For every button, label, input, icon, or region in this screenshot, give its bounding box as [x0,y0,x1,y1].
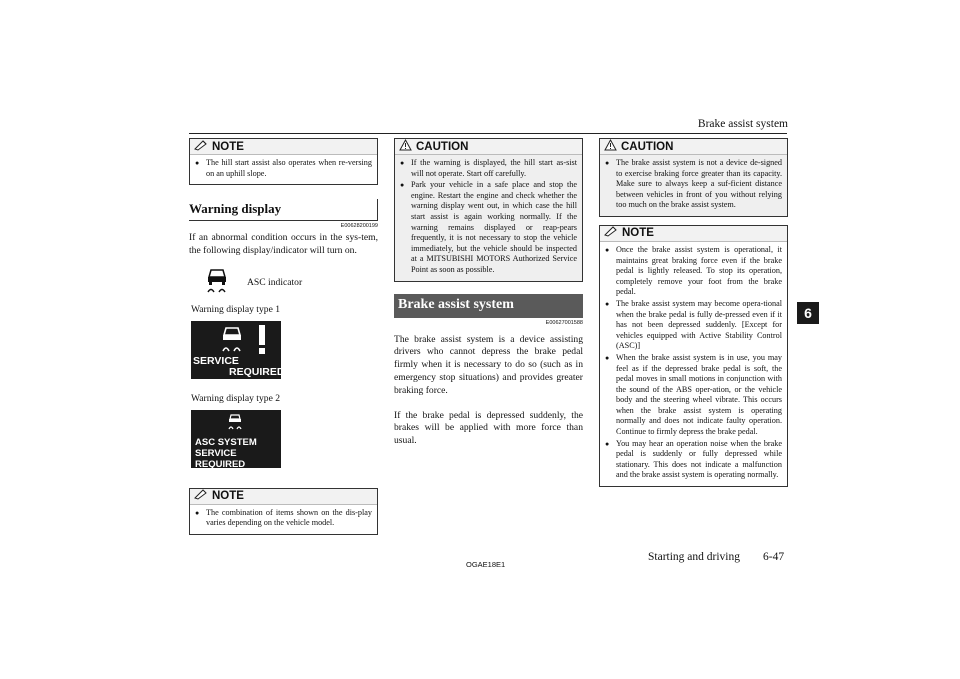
header-rule [189,133,787,134]
bullet-icon: ● [605,439,610,448]
display-text-line-2: REQUIRED [229,365,285,378]
warning-type-1-label: Warning display type 1 [191,303,281,315]
chapter-tab: 6 [797,302,819,324]
caution-body [600,155,787,216]
asc-indicator-label: ASC indicator [247,277,303,289]
list-item: ● The brake assist system is not a device de-signed to exercise braking force greater than its capacity. Make sure to always keep a suf-ficient distance between vehicles in front of you without relying too much on the brake assist system. [605,158,782,210]
intro-text: If an abnormal condition occurs in the sys-tem, the following display/indicator will turn on. [189,232,378,256]
note-box [599,225,788,487]
note-label: NOTE [622,227,654,240]
note-box [189,488,378,535]
note-icon [194,489,208,503]
column-2 [394,138,583,448]
caution-label: CAUTION [621,140,674,153]
asc-indicator-row [205,268,378,298]
car-skid-icon [227,413,243,431]
display-text-line-1: SERVICE [193,354,239,367]
body-paragraph: If the brake pedal is depressed suddenly, the brakes will be applied with more force than usual. [394,409,583,447]
running-header: Brake assist system [697,118,788,130]
note-header [190,489,377,505]
section-code: E00628200199 [340,223,378,230]
list-item: ● When the brake assist system is in use, you may feel as if the depressed brake pedal is soft, the pedal moves in small motions in conjunction with the sound of the ABS oper-ation, or the vehicle body and the steering wheel vibrate. This occurs when the brake assist system is operating normally and does not indicate faulty operation. Continue to firmly depress the brake pedal. [605,352,782,437]
note-icon [194,140,208,154]
bullet-icon: ● [400,181,405,190]
warning-display-type-1 [191,321,285,379]
bullet-icon: ● [195,508,200,517]
note-header [190,139,377,155]
caution-box [599,138,788,217]
list-item: ● The combination of items shown on the dis-play varies depending on the vehicle model. [195,507,372,528]
note-box [189,138,378,185]
body-paragraph: The brake assist system is a device assisting drivers who cannot depress the brake pedal firmly when it is necessary to do so (such as in emergency stop situations) and provides greater braking force. [394,333,583,396]
bullet-icon: ● [605,159,610,167]
section-heading: Brake assist system [394,294,583,318]
warning-type-2-label: Warning display type 2 [191,392,281,404]
warning-triangle-icon [604,139,617,154]
column-3 [599,138,788,495]
note-body [190,155,377,184]
list-item: ● You may hear an operation noise when the brake pedal is suddenly or fully depressed while stationary. This does not indicate a malfunction and the brake assist system is operating normally. [605,438,782,480]
caution-box [394,138,583,282]
asc-car-skid-icon [205,266,229,299]
display-text-line-2: SERVICE REQUIRED [195,447,246,470]
bullet-icon: ● [400,159,405,167]
caution-label: CAUTION [416,140,469,153]
footer-code: OGAE18E1 [466,560,506,569]
note-header [600,226,787,242]
list-item: ● If the warning is displayed, the hill start as-sist will not operate. Start off carefully. [400,158,577,178]
column-1 [189,138,378,543]
note-icon [604,226,618,240]
bullet-icon: ● [605,245,610,254]
bullet-icon: ● [195,159,200,167]
bullet-icon: ● [605,353,610,362]
caution-body [395,155,582,281]
note-label: NOTE [212,490,244,503]
section-code: E00627001588 [545,319,583,326]
caution-header [600,139,787,155]
note-body [190,505,377,534]
bullet-icon: ● [605,299,610,308]
exclamation-icon [257,325,267,355]
footer-section: Starting and driving [648,551,740,563]
list-item: ● The hill start assist also operates when re-versing on an uphill slope. [195,158,372,178]
car-skid-icon [219,325,245,353]
note-label: NOTE [212,140,244,153]
section-heading: Warning display [189,199,378,221]
note-body [600,242,787,486]
caution-header [395,139,582,155]
list-item: ● Park your vehicle in a safe place and stop the engine. Restart the engine and check whether the warning display went out, in which case the hill start assist is again working normally. If the warning remains displayed or reap-pears frequently, it is not necessary to stop the vehicle immediately, but the vehicle should be inspected at a MITSUBISHI MOTORS Authorized Service Point as soon as possible. [400,180,577,274]
list-item: ● Once the brake assist system is operational, it maintains great braking force even if the brake pedal is lightly released. To stop its operation, completely remove your foot from the brake pedal. [605,244,782,297]
list-item: ● The brake assist system may become opera-tional when the brake pedal is fully de-pressed even if it has not been depressed suddenly. [Except for vehicles equipped with Active Stability Control (ASC)] [605,298,782,351]
warning-display-type-2 [191,410,281,468]
warning-triangle-icon [399,139,412,154]
page-number: 6-47 [763,551,785,563]
display-text-line-1: ASC SYSTEM [195,436,257,448]
